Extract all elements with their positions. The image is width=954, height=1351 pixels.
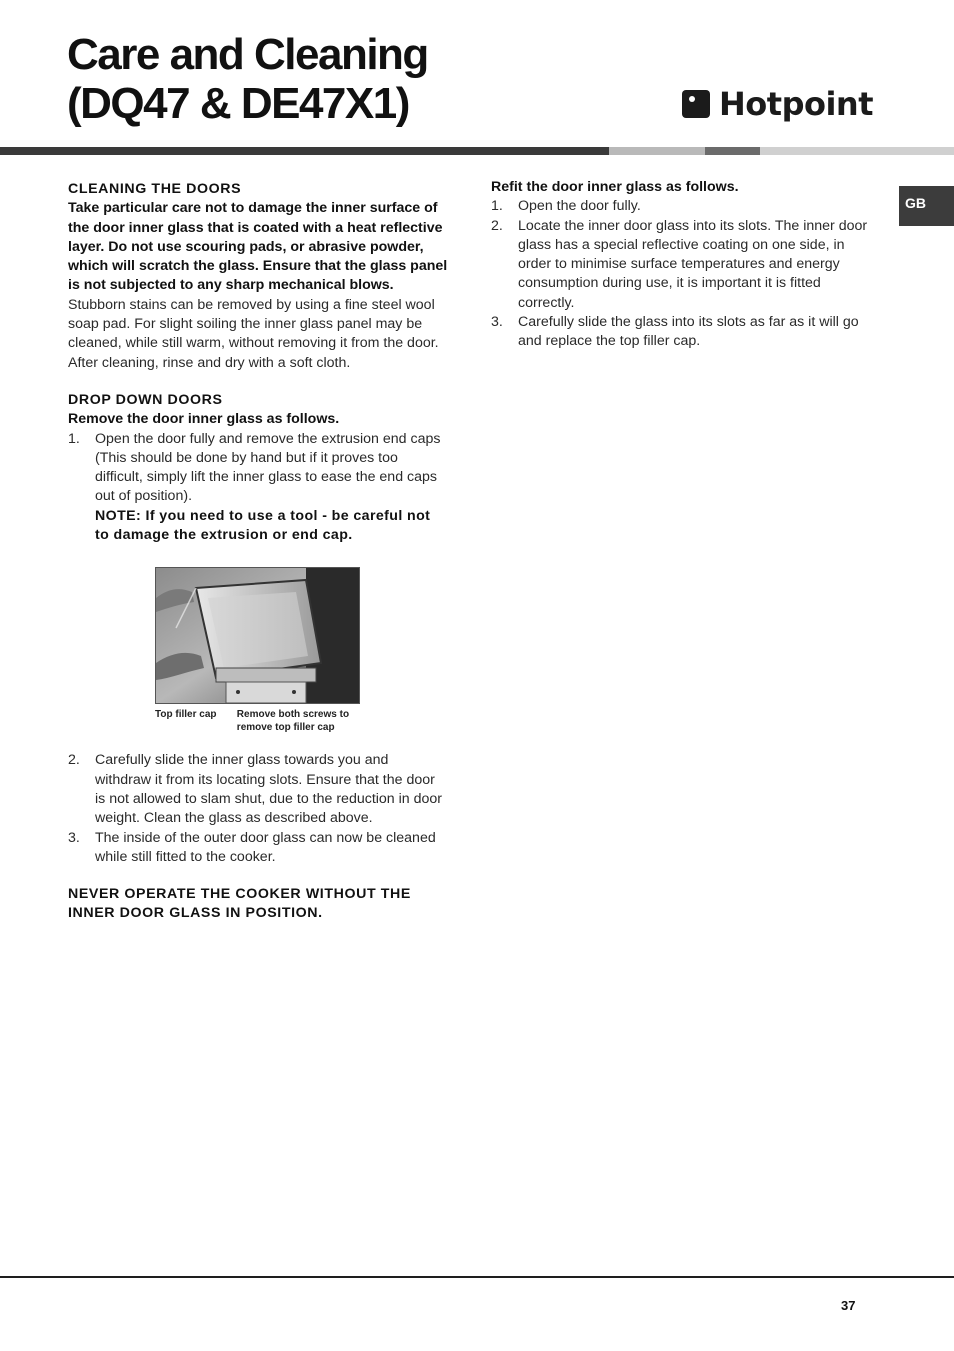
- page-number: 37: [841, 1298, 856, 1313]
- step-text: Locate the inner door glass into its slots. The inner door glass has a special reflective coating on one side, in order to minimise surface temperatures and energy consumption during use, it is important it is fitted correctly.: [518, 217, 868, 311]
- step-text: Carefully slide the glass into its slots as far as it will go and replace the top filler cap.: [518, 314, 859, 350]
- step-number: 3.: [491, 314, 503, 331]
- door-figure: [155, 567, 360, 734]
- hotpoint-logo-icon: [682, 90, 710, 118]
- caption-remove-screws: Remove both screws to remove top filler cap: [236, 709, 350, 734]
- safety-warning: NEVER OPERATE THE COOKER WITHOUT THE INNER DOOR GLASS IN POSITION.: [68, 886, 411, 922]
- list-item: [491, 217, 871, 313]
- step-number: 3.: [68, 829, 80, 846]
- step-text: Open the door fully and remove the extrusion end caps (This should be done by hand but if it proves too difficult, simply lift the inner glass to ease the end caps out of position).: [95, 430, 441, 505]
- spacer: [68, 867, 448, 885]
- page-title: [67, 30, 428, 128]
- list-item: [491, 197, 871, 216]
- header-rule-light: [609, 147, 705, 155]
- step-number: 2.: [491, 217, 503, 234]
- brand-logo: [682, 84, 873, 124]
- header-rule-pale: [760, 147, 954, 155]
- caption-top-filler-cap: Top filler cap: [155, 709, 217, 721]
- header-rule-dark: [0, 147, 609, 155]
- page-title-line1: Care and Cleaning: [67, 30, 428, 79]
- list-item: [68, 430, 448, 546]
- refit-steps-list: [491, 197, 871, 351]
- list-item: [68, 751, 448, 828]
- section-heading-drop-down-doors: DROP DOWN DOORS: [68, 391, 223, 408]
- right-column: [491, 178, 871, 352]
- oven-door-photo: [155, 567, 360, 704]
- step-number: 1.: [491, 198, 503, 215]
- footer-rule: [0, 1276, 954, 1278]
- section-heading-cleaning-doors: CLEANING THE DOORS: [68, 181, 242, 197]
- language-tab: GB: [899, 186, 954, 226]
- list-item: [491, 313, 871, 352]
- spacer: [68, 373, 448, 391]
- step-text: The inside of the outer door glass can now be cleaned while still fitted to the cooker.: [95, 829, 436, 865]
- figure-captions: [155, 708, 360, 734]
- glass-care-warning: Take particular care not to damage the inner surface of the door inner glass that is coated with a heat reflective layer. Do not use scouring pads, or abrasive powder, which will scratch the glass. Ensure that the glass panel is not subjected to any sharp mechanical blows.: [68, 200, 448, 294]
- step-text: Open the door fully.: [518, 198, 641, 215]
- step-number: 1.: [68, 430, 80, 447]
- list-item: [68, 829, 448, 868]
- remove-steps-list-continued: [68, 751, 448, 867]
- tool-note: NOTE: If you need to use a tool - be careful not to damage the extrusion or end cap.: [95, 507, 431, 544]
- refit-glass-heading: Refit the door inner glass as follows.: [491, 179, 739, 195]
- remove-steps-list: [68, 430, 448, 546]
- remove-glass-subheading: Remove the door inner glass as follows.: [68, 411, 340, 428]
- step-text: Carefully slide the inner glass towards you and withdraw it from its locating slots. Ensure that the door is not allowed to slam shut, due to the reduction in door weight. Clean the glass as described above.: [95, 752, 443, 827]
- header-rule-mid: [705, 147, 760, 155]
- step-number: 2.: [68, 752, 80, 769]
- left-column: [68, 180, 448, 924]
- brand-name: Hotpoint: [719, 85, 873, 123]
- cleaning-instructions: Stubborn stains can be removed by using a fine steel wool soap pad. For slight soiling the inner glass panel may be cleaned, while still warm, without removing it from the door. After cleaning, rinse and dry with a soft cloth.: [68, 296, 439, 371]
- page-title-line2: (DQ47 & DE47X1): [67, 79, 409, 128]
